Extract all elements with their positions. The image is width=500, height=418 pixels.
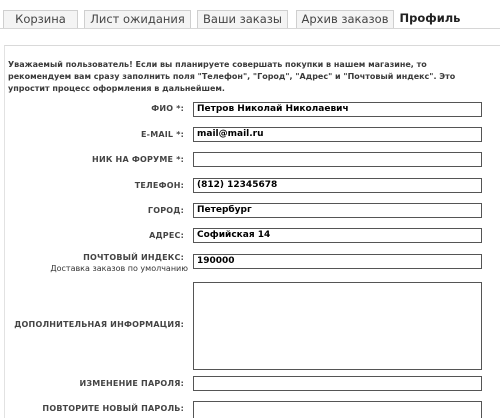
tab-cart[interactable]: Корзина xyxy=(3,10,78,28)
password-repeat-label: ПОВТОРИТЕ НОВЫЙ ПАРОЛЬ: xyxy=(42,404,184,413)
password-change-label: ИЗМЕНЕНИЕ ПАРОЛЯ: xyxy=(79,379,184,388)
extra-info-textarea[interactable] xyxy=(193,282,482,370)
email-label: E-MAIL *: xyxy=(141,130,184,139)
tab-order-archive[interactable]: Архив заказов xyxy=(296,10,394,28)
email-field[interactable]: mail@mail.ru xyxy=(193,127,482,142)
tab-orders[interactable]: Ваши заказы xyxy=(197,10,288,28)
extra-info-label: ДОПОЛНИТЕЛЬНАЯ ИНФОРМАЦИЯ: xyxy=(14,320,184,329)
phone-field[interactable]: (812) 12345678 xyxy=(193,178,482,193)
postcode-sublabel: Доставка заказов по умолчанию xyxy=(50,264,188,273)
tab-divider xyxy=(0,28,500,29)
address-label: АДРЕС: xyxy=(149,231,184,240)
tab-profile[interactable]: Профиль xyxy=(399,10,461,29)
phone-label: ТЕЛЕФОН: xyxy=(134,181,184,190)
city-label: ГОРОД: xyxy=(147,206,184,215)
tab-bar xyxy=(0,0,500,30)
intro-text: Уважаемый пользователь! Если вы планируете совершать покупки в нашем магазине, то рекомендуем вам сразу заполнить поля "Телефон", "Город", "Адрес" и "Почтовый индекс". Это упростит процесс оформления в дальнейшем. xyxy=(8,60,456,93)
postcode-label: ПОЧТОВЫЙ ИНДЕКС: xyxy=(83,253,184,262)
password-repeat-field[interactable] xyxy=(193,401,482,418)
forum-nick-field[interactable] xyxy=(193,152,482,167)
postcode-field[interactable]: 190000 xyxy=(193,254,482,269)
city-field[interactable]: Петербург xyxy=(193,203,482,218)
address-field[interactable]: Софийская 14 xyxy=(193,228,482,243)
password-change-field[interactable] xyxy=(193,376,482,391)
fio-label: ФИО *: xyxy=(151,104,184,113)
fio-field[interactable]: Петров Николай Николаевич xyxy=(193,102,482,117)
forum-nick-label: НИК НА ФОРУМЕ *: xyxy=(92,155,184,164)
tab-wishlist[interactable]: Лист ожидания xyxy=(84,10,191,28)
